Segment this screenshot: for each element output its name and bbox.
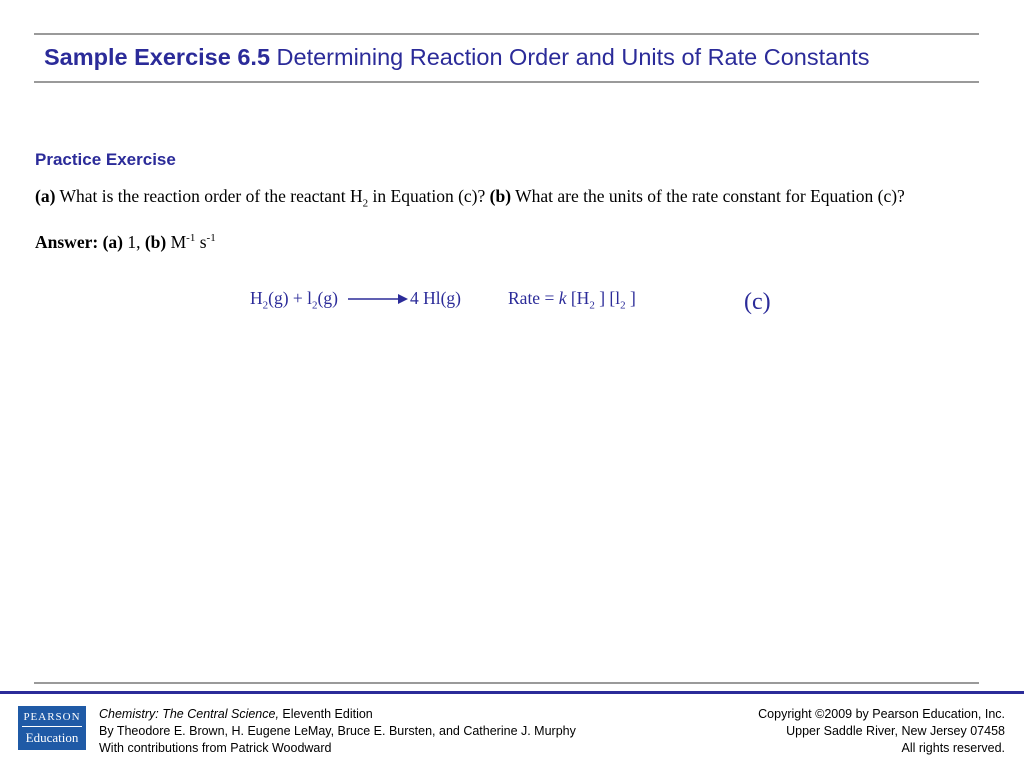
copyright-line: Copyright ©2009 by Pearson Education, Inc. — [758, 707, 1005, 721]
answer-a-value: 1, — [127, 232, 141, 252]
answer-b-label: (b) — [144, 232, 167, 252]
question-a-subscript: 2 — [362, 197, 369, 210]
book-edition: Eleventh Edition — [282, 707, 373, 721]
book-credits — [99, 706, 576, 757]
practice-heading: Practice Exercise — [35, 150, 176, 169]
question-b-label: (b) — [489, 186, 512, 206]
practice-answer — [35, 232, 216, 253]
reaction-arrow-icon — [348, 292, 408, 306]
answer-b-unit-s: s — [199, 232, 207, 252]
answer-b-exp-m: -1 — [186, 232, 196, 245]
answer-b-unit-m: M — [170, 232, 187, 252]
pearson-logo — [18, 706, 86, 750]
title-exercise-number: Sample Exercise 6.5 — [44, 44, 271, 70]
answer-a-label: (a) — [102, 232, 123, 252]
slide-title — [44, 44, 870, 71]
book-authors: By Theodore E. Brown, H. Eugene LeMay, Bruce E. Bursten, and Catherine J. Murphy — [99, 724, 576, 738]
answer-label: Answer: — [35, 232, 99, 252]
question-a-label: (a) — [35, 186, 56, 206]
question-b-text: What are the units of the rate constant for Equation (c)? — [515, 186, 905, 206]
chemical-equation — [250, 288, 461, 312]
title-divider — [34, 81, 979, 83]
footer-divider — [34, 682, 979, 684]
logo-pearson-text: PEARSON — [22, 706, 82, 727]
top-divider — [34, 33, 979, 35]
logo-education-text: Education — [25, 730, 79, 745]
publisher-address: Upper Saddle River, New Jersey 07458 — [786, 724, 1005, 738]
rate-law: Rate = k [$H_2$ ] [$l_2$ ] — [508, 288, 636, 312]
question-a-text-end: in Equation (c)? — [372, 186, 486, 206]
footer-accent-bar — [0, 691, 1024, 694]
practice-question — [35, 184, 975, 208]
book-title: Chemistry: The Central Science, — [99, 707, 279, 721]
copyright-notice — [758, 706, 1005, 757]
rights-line: All rights reserved. — [901, 741, 1005, 755]
rate-constant-k: k — [558, 288, 567, 308]
question-a-text: What is the reaction order of the reactant H — [59, 186, 363, 206]
reactant-h2: $H_2(g) + l_2(g)$ — [250, 288, 338, 312]
title-topic: Determining Reaction Order and Units of Rate Constants — [276, 44, 870, 70]
book-contributions: With contributions from Patrick Woodward — [99, 741, 332, 755]
answer-b-exp-s: -1 — [206, 232, 216, 245]
product: 4 Hl(g) — [409, 288, 461, 308]
equation-label: (c) — [744, 289, 771, 315]
